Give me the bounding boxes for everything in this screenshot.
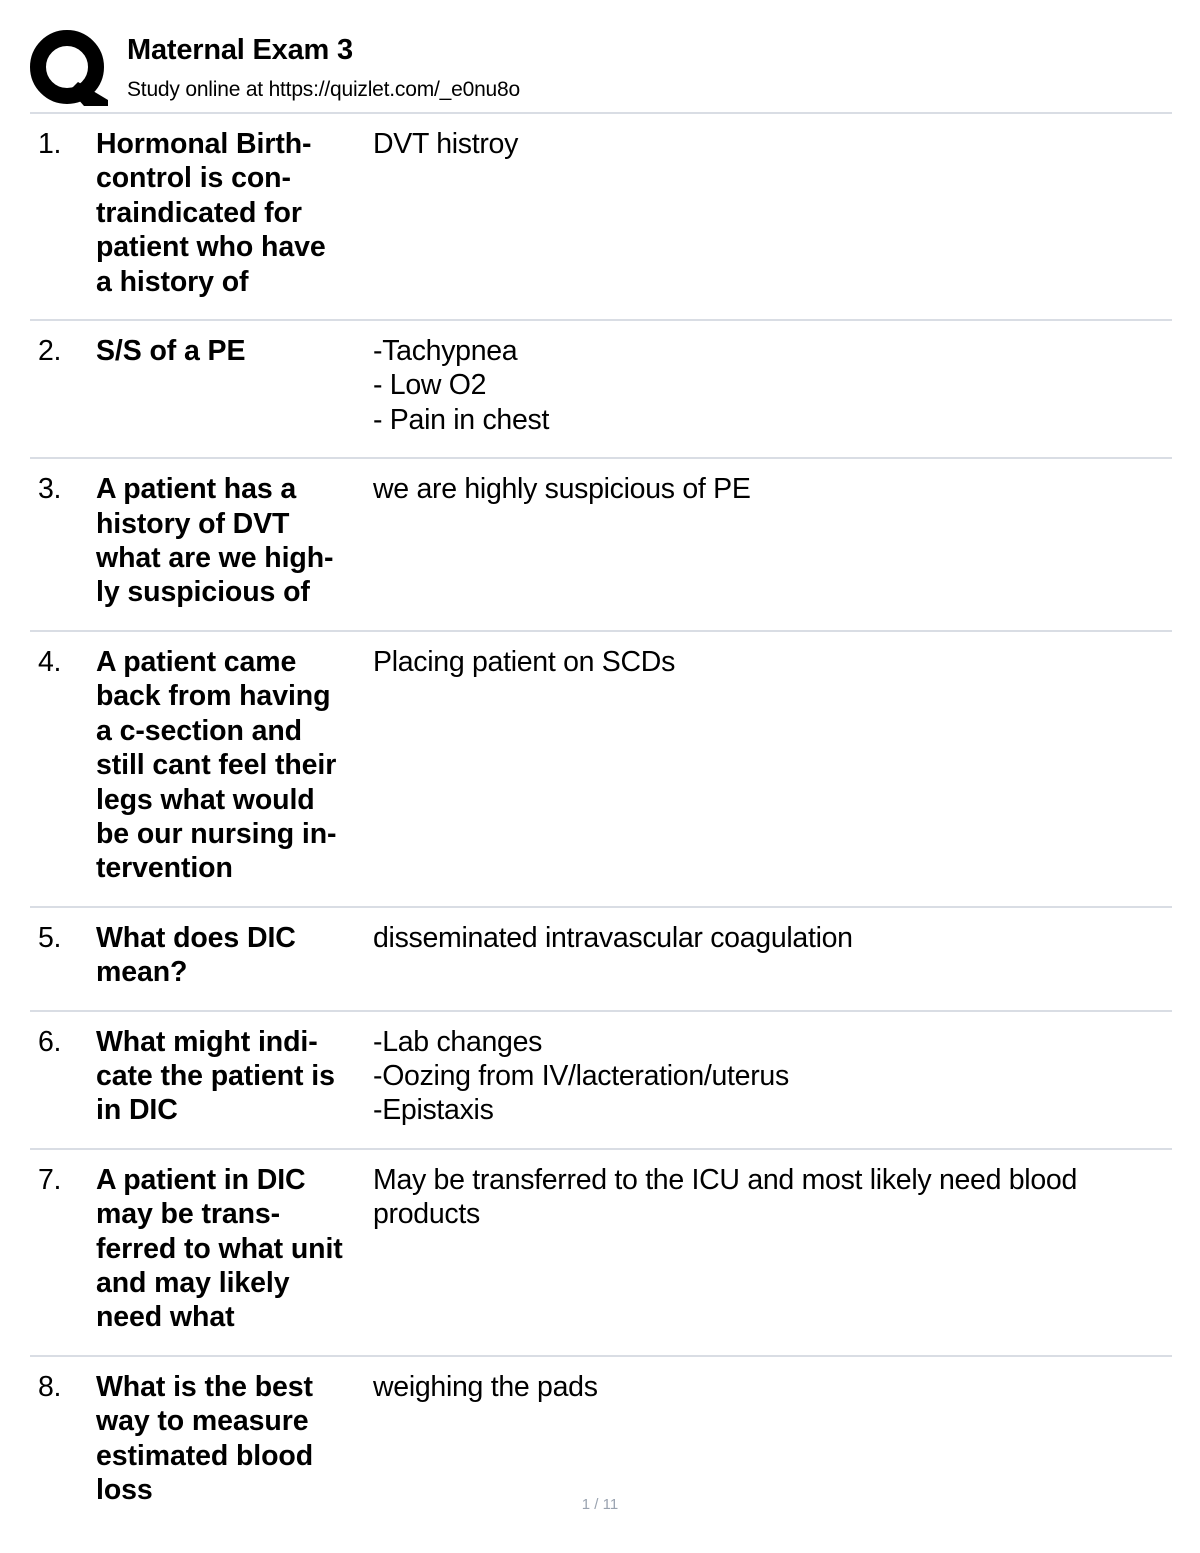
card-number: 4. bbox=[38, 645, 62, 678]
card-definition: May be transferred to the ICU and most likely need blood products bbox=[373, 1163, 1077, 1231]
card-term: S/S of a PE bbox=[96, 335, 246, 368]
flashcard-row bbox=[30, 114, 1172, 321]
flashcard-row bbox=[30, 632, 1172, 908]
card-term: A patient has a history of DVT what are we high- ly suspicious of bbox=[96, 473, 334, 609]
card-definition: Placing patient on SCDs bbox=[373, 645, 676, 678]
card-number: 5. bbox=[38, 921, 62, 954]
card-term: What might indi- cate the patient is in DIC bbox=[96, 1025, 335, 1127]
card-term: What is the best way to measure estimated blood loss bbox=[96, 1370, 314, 1506]
page-title: Maternal Exam 3 bbox=[127, 34, 353, 66]
flashcard-list bbox=[30, 114, 1172, 1527]
flashcard-row bbox=[30, 908, 1172, 1012]
quizlet-logo-icon bbox=[30, 30, 108, 106]
card-definition: -Tachypnea - Low O2 - Pain in chest bbox=[373, 335, 550, 436]
card-definition: disseminated intravascular coagulation bbox=[373, 921, 853, 954]
card-number: 8. bbox=[38, 1370, 62, 1403]
card-number: 7. bbox=[38, 1163, 62, 1196]
study-online-link[interactable]: Study online at https://quizlet.com/_e0nu8o bbox=[127, 78, 520, 101]
flashcard-row bbox=[30, 1012, 1172, 1150]
card-term: A patient came back from having a c-section and still cant feel their legs what would be our nursing in- tervention bbox=[96, 645, 337, 885]
card-number: 2. bbox=[38, 335, 62, 368]
card-number: 3. bbox=[38, 473, 62, 506]
card-term: What does DIC mean? bbox=[96, 921, 296, 989]
page-indicator: 1 / 11 bbox=[581, 1496, 619, 1513]
card-term: Hormonal Birth- control is con- traindicated for patient who have a history of bbox=[96, 128, 326, 298]
card-term: A patient in DIC may be trans- ferred to what unit and may likely need what bbox=[96, 1163, 343, 1334]
flashcard-row bbox=[30, 321, 1172, 459]
card-definition: DVT histroy bbox=[373, 128, 519, 160]
flashcard-row bbox=[30, 459, 1172, 632]
card-number: 1. bbox=[38, 128, 62, 160]
card-definition: we are highly suspicious of PE bbox=[373, 473, 751, 506]
card-definition: weighing the pads bbox=[373, 1370, 598, 1403]
flashcard-row bbox=[30, 1150, 1172, 1357]
card-definition: -Lab changes -Oozing from IV/lacteration/uterus -Epistaxis bbox=[373, 1025, 789, 1127]
page-header bbox=[30, 30, 1172, 114]
card-number: 6. bbox=[38, 1025, 62, 1058]
